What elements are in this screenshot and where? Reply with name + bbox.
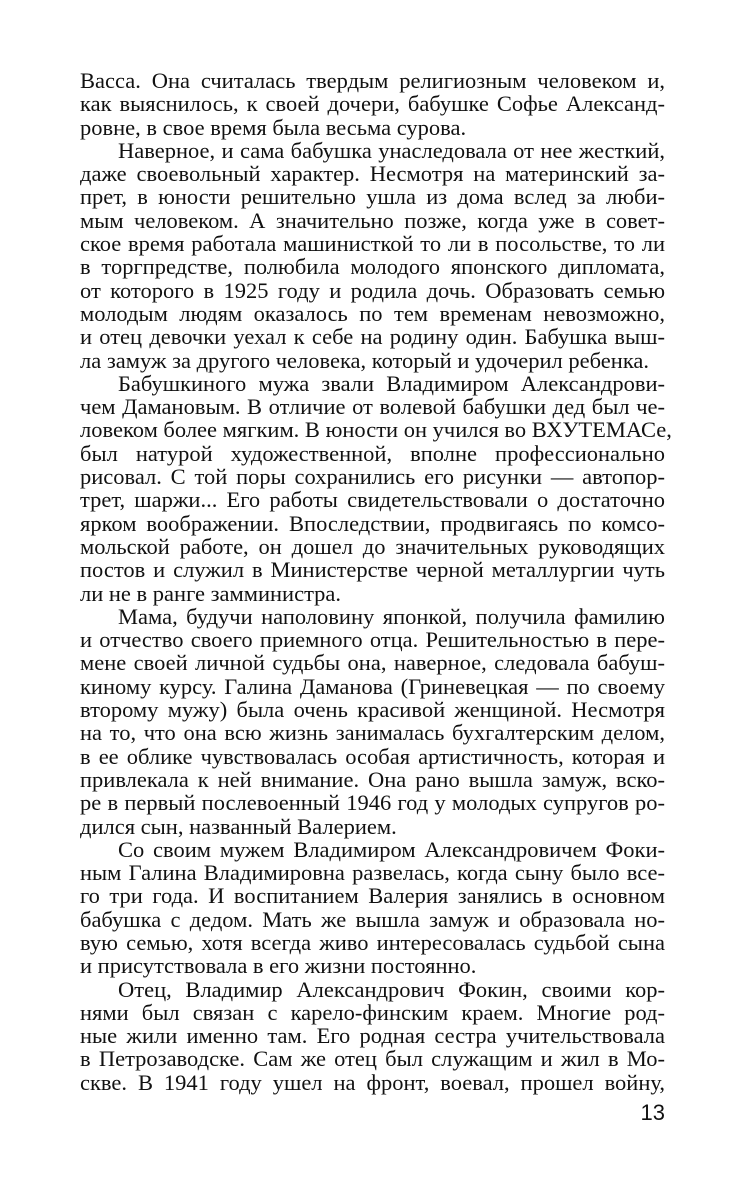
paragraph xyxy=(80,139,665,372)
text-line: го три года. И воспитанием Валерия занялись в основном xyxy=(80,883,665,909)
paragraph xyxy=(80,69,665,139)
text-line: и присутствовала в его жизни постоянно. xyxy=(80,953,477,979)
text-line: ли не в ранге замминистра. xyxy=(80,580,342,606)
body-text xyxy=(80,68,672,1095)
text-line: Мама, будучи наполовину японкой, получила фамилию xyxy=(118,603,665,629)
text-line: ным Галина Владимировна развелась, когда сыну было все- xyxy=(80,860,665,886)
text-line: ла замуж за другого человека, который и удочерил ребенка. xyxy=(80,347,650,373)
text-line: привлекала к ней внимание. Она рано вышла замуж, вско- xyxy=(80,766,665,792)
text-line: чем Дамановым. В отличие от волевой бабушки дед был че- xyxy=(80,394,665,420)
text-line: Со своим мужем Владимиром Александровичем Фоки- xyxy=(118,836,665,862)
text-line: ровне, в свое время была весьма сурова. xyxy=(80,114,467,140)
text-line: был натурой художественной, вполне профессионально xyxy=(80,440,665,466)
text-line: мене своей личной судьбы она, наверное, следовала бабуш- xyxy=(80,650,665,676)
text-line: в торгпредстве, полюбила молодого японского дипломата, xyxy=(80,254,665,280)
text-line: прет, в юности решительно ушла из дома вслед за люби- xyxy=(80,184,665,210)
text-line: ярком воображении. Впоследствии, продвигаясь по комсо- xyxy=(80,510,665,536)
text-line: ское время работала машинисткой то ли в посольстве, то ли xyxy=(80,231,665,257)
text-line: Бабушкиного мужа звали Владимиром Александрови- xyxy=(118,370,665,396)
text-line: второму мужу) была очень красивой женщиной. Несмотря xyxy=(80,697,665,723)
text-line: бабушка с дедом. Мать же вышла замуж и образовала но- xyxy=(80,906,665,932)
text-line: дился сын, названный Валерием. xyxy=(80,813,397,839)
text-line: трет, шаржи... Его работы свидетельствовали о достаточно xyxy=(80,487,665,513)
paragraph xyxy=(80,978,665,1094)
text-line: в Петрозаводске. Сам же отец был служащим и жил в Мо- xyxy=(80,1046,665,1072)
text-line: скве. В 1941 году ушел на фронт, воевал, прошел войну, xyxy=(80,1069,665,1095)
text-line: от которого в 1925 году и родила дочь. Образовать семью xyxy=(80,277,665,303)
text-line: постов и служил в Министерстве черной металлургии чуть xyxy=(80,557,665,583)
paragraph xyxy=(80,838,665,978)
text-line: ные жили именно там. Его родная сестра учительствовала xyxy=(80,1023,665,1049)
text-line: мым человеком. А значительно позже, когда уже в совет- xyxy=(80,207,665,233)
text-line: Наверное, и сама бабушка унаследовала от нее жесткий, xyxy=(118,137,665,163)
text-line: нями был связан с карело-финским краем. Многие род- xyxy=(80,999,665,1025)
text-line: мольской работе, он дошел до значительных руководящих xyxy=(80,533,665,559)
text-line: киному курсу. Галина Даманова (Гриневецкая — по своему xyxy=(80,673,665,699)
text-line: молодым людям оказалось по тем временам невозможно, xyxy=(80,300,665,326)
text-line: Отец, Владимир Александрович Фокин, своими кор- xyxy=(118,976,665,1002)
text-line: и отчество своего приемного отца. Решительностью в пере- xyxy=(80,627,665,653)
text-line: на то, что она всю жизнь занималась бухгалтерским делом, xyxy=(80,720,665,746)
text-line: в ее облике чувствовалась особая артистичность, которая и xyxy=(80,743,665,769)
text-line: и отец девочки уехал к себе на родину один. Бабушка выш- xyxy=(80,324,665,350)
text-line: рисовал. С той поры сохранились его рисунки — автопор- xyxy=(80,464,665,490)
paragraph xyxy=(80,605,665,838)
page-number: 13 xyxy=(640,1100,665,1125)
text-line: вую семью, хотя всегда живо интересовалась судьбой сына xyxy=(80,929,665,955)
text-line: как выяснилось, к своей дочери, бабушке Софье Александ- xyxy=(80,91,665,117)
text-line: ловеком более мягким. В юности он учился во ВХУТЕМАСе, xyxy=(80,417,672,443)
paragraph xyxy=(80,370,672,606)
text-line: Васса. Она считалась твердым религиозным человеком и, xyxy=(80,68,665,93)
text-line: даже своевольный характер. Несмотря на материнский за- xyxy=(80,161,665,187)
text-line: ре в первый послевоенный 1946 год у молодых супругов ро- xyxy=(80,790,665,816)
